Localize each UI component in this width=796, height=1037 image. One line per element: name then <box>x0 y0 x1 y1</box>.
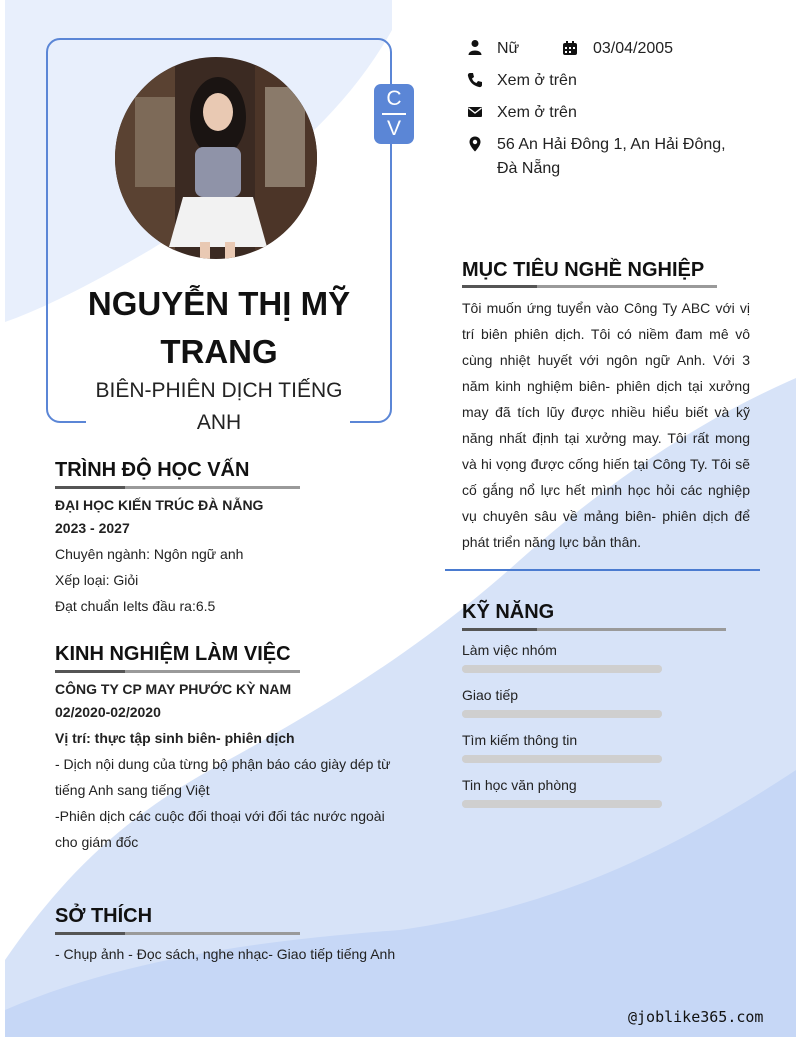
objective-rule <box>462 285 717 288</box>
skills-title: KỸ NĂNG <box>462 601 555 623</box>
education-title: TRÌNH ĐỘ HỌC VẤN <box>55 459 250 481</box>
cv-badge-divider <box>382 113 406 115</box>
skill-bar <box>462 710 662 718</box>
location-icon <box>467 136 483 152</box>
watermark: @joblike365.com <box>628 1008 764 1026</box>
address-value <box>497 133 726 181</box>
duty-1-line-2: tiếng Anh sang tiếng Việt <box>55 782 210 798</box>
skill-bar <box>462 755 662 763</box>
birthday-value: 03/04/2005 <box>593 40 674 57</box>
duty-1-line-1: - Dịch nội dung của từng bộ phận báo cáo giày dép từ <box>55 756 391 772</box>
duty-2-line-1: -Phiên dịch các cuộc đối thoại với đối tác nước ngoài <box>55 808 385 824</box>
name-line-2: TRANG <box>160 333 278 370</box>
full-name <box>46 280 392 376</box>
experience-rule <box>55 670 300 673</box>
skill-bar <box>462 665 662 673</box>
experience-duty-1 <box>55 751 400 803</box>
gender-value: Nữ <box>497 40 520 57</box>
hobbies-rule <box>55 932 300 935</box>
role-line-1: BIÊN-PHIÊN DỊCH TIẾNG <box>95 379 343 402</box>
hobbies-title: SỞ THÍCH <box>55 905 153 927</box>
education-years: 2023 - 2027 <box>55 520 130 536</box>
email-icon <box>467 104 483 120</box>
address-line-2: Đà Nẵng <box>497 160 561 177</box>
skills-rule <box>462 628 726 631</box>
experience-duty-2 <box>55 803 400 855</box>
calendar-icon <box>562 40 578 56</box>
cv-badge <box>374 84 414 144</box>
phone-value: Xem ở trên <box>497 72 577 89</box>
duty-2-line-2: cho giám đốc <box>55 834 139 850</box>
education-rule <box>55 486 300 489</box>
education-school: ĐẠI HỌC KIẾN TRÚC ĐÀ NẴNG <box>55 497 264 513</box>
role-line-2: ANH <box>196 411 242 434</box>
name-line-1: NGUYỄN THỊ MỸ <box>87 285 351 322</box>
objective-title: MỤC TIÊU NGHỀ NGHIỆP <box>462 259 705 281</box>
hobbies-text: - Chụp ảnh - Đọc sách, nghe nhạc- Giao tiếp tiếng Anh <box>55 946 396 962</box>
phone-icon <box>467 72 483 88</box>
education-rank: Xếp loại: Giỏi <box>55 572 139 588</box>
skill-label: Tin học văn phòng <box>462 777 577 793</box>
cv-badge-bottom: V <box>386 117 401 140</box>
skill-bar <box>462 800 662 808</box>
job-title <box>46 375 392 439</box>
cv-badge-top: C <box>386 87 402 110</box>
experience-period: 02/2020-02/2020 <box>55 704 161 720</box>
experience-company: CÔNG TY CP MAY PHƯỚC KỲ NAM <box>55 681 292 697</box>
profile-photo <box>115 57 317 259</box>
experience-title: KINH NGHIỆM LÀM VIỆC <box>55 643 291 665</box>
section-divider <box>445 569 760 571</box>
education-ielts: Đạt chuẩn Ielts đầu ra:6.5 <box>55 598 216 614</box>
person-icon <box>467 39 483 55</box>
address-line-1: 56 An Hải Đông 1, An Hải Đông, <box>497 136 726 153</box>
skill-label: Giao tiếp <box>462 687 519 703</box>
skill-label: Làm việc nhóm <box>462 642 557 658</box>
skill-label: Tìm kiếm thông tin <box>462 732 578 748</box>
email-value: Xem ở trên <box>497 104 577 121</box>
education-major: Chuyên ngành: Ngôn ngữ anh <box>55 546 244 562</box>
objective-text: Tôi muốn ứng tuyển vào Công Ty ABC với vị trí biên phiên dịch. Tôi có niềm đam mê vô cùng nhiệt huyết với ngôn ngữ Anh. Với 3 năm kinh nghiệm biên- phiên dịch tại xưởng may đã tích lũy được nhiều hiểu biết và kỹ năng nhất định tại xưởng may. Tôi rất mong và hi vọng được cống hiến tại Công Ty. Tôi sẽ cố gắng nổ lực hết mình học hỏi các nghiệp vụ chuyên sâu về mảng biên- phiên dịch để phát triển năng lực bản thân. <box>462 300 750 550</box>
experience-position: Vị trí: thực tập sinh biên- phiên dịch <box>55 730 295 746</box>
